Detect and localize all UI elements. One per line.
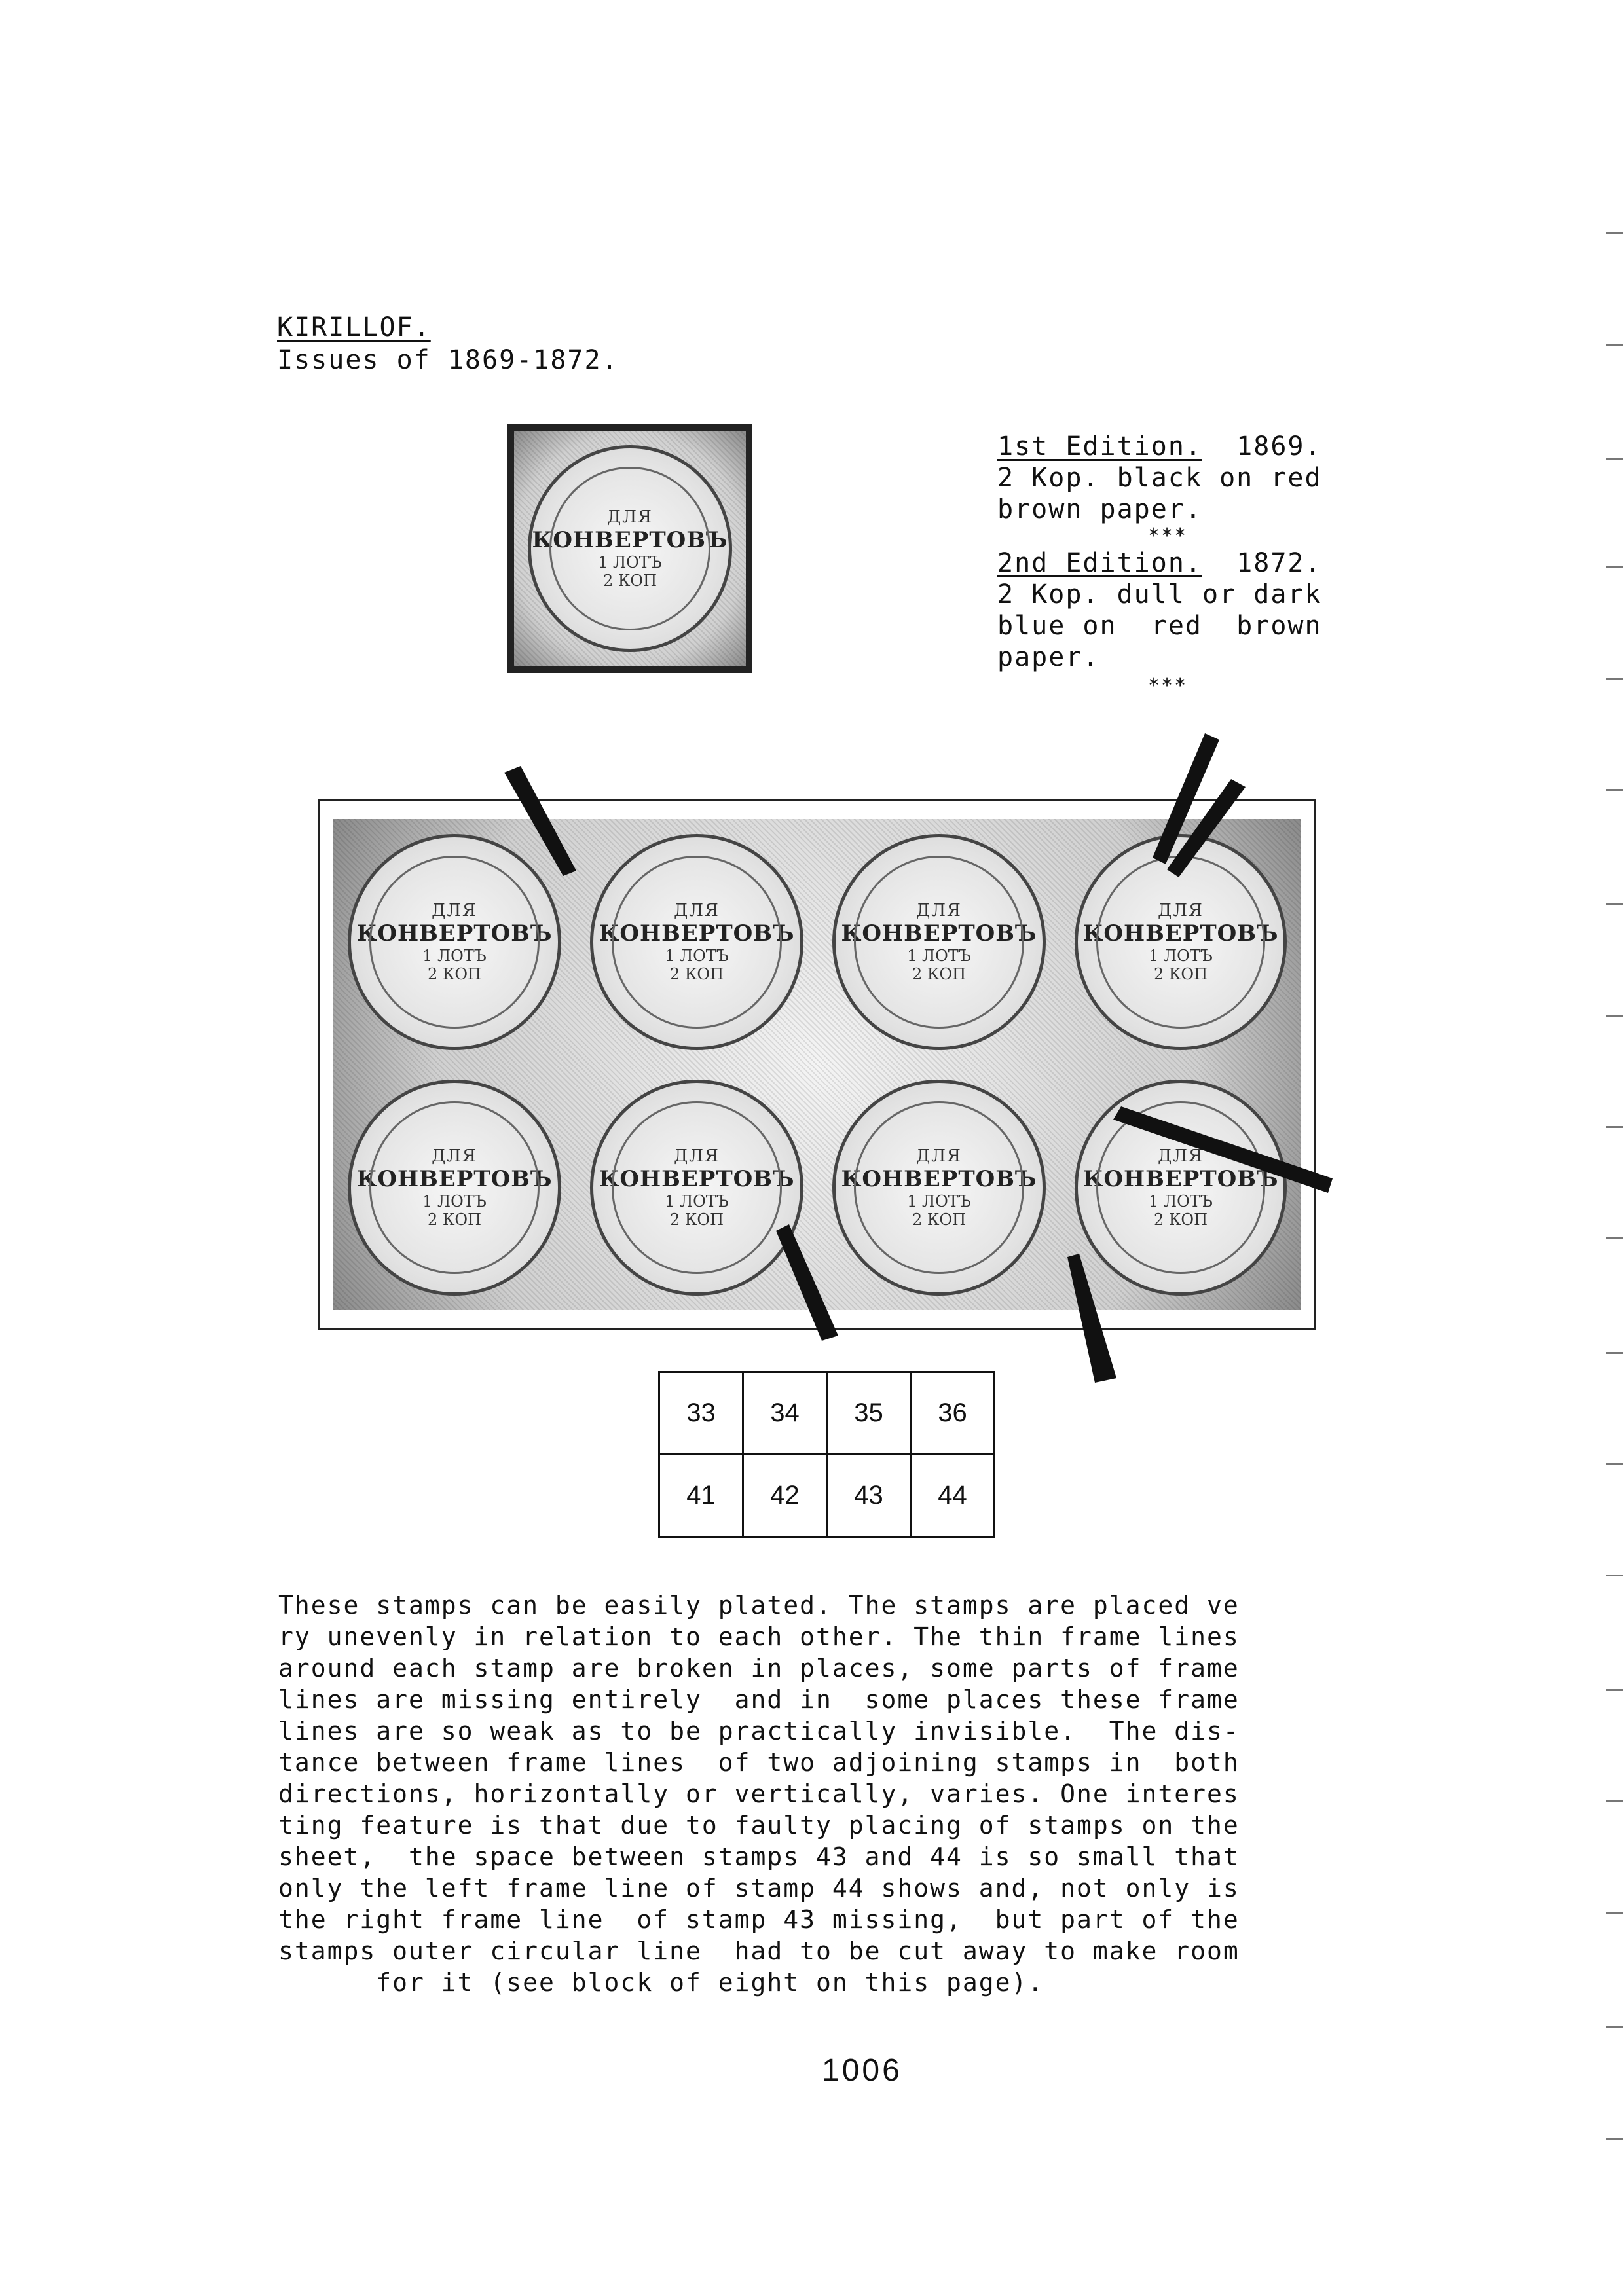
body-line: around each stamp are broken in places, some parts of frame xyxy=(278,1654,1240,1683)
first-edition-heading: 1st Edition. xyxy=(997,431,1202,462)
arrow-right xyxy=(1113,1106,1333,1193)
stamp-value-line-2: 2 КОП xyxy=(1153,964,1208,983)
stamp-main-text: КОНВЕРТОВЪ xyxy=(599,920,795,947)
scan-mark xyxy=(1606,678,1623,680)
second-edition-line-2: blue on red brown xyxy=(997,611,1322,641)
scan-mark xyxy=(1606,1352,1623,1354)
scan-mark xyxy=(1606,566,1623,568)
grid-cell: 43 xyxy=(827,1455,911,1537)
body-line: These stamps can be easily plated. The stamps are placed ve xyxy=(278,1591,1240,1620)
body-line: directions, horizontally or vertically, varies. One interes xyxy=(278,1779,1240,1808)
scan-mark xyxy=(1606,232,1623,234)
stamp-top-text: ДЛЯ xyxy=(607,507,653,527)
stamp-main-text: КОНВЕРТОВЪ xyxy=(599,1165,795,1192)
body-line: the right frame line of stamp 43 missing, but part of the xyxy=(278,1905,1240,1934)
stamp-top-text: ДЛЯ xyxy=(916,1146,962,1166)
stamp-top-text: ДЛЯ xyxy=(674,1146,720,1166)
second-edition-line-3: paper. xyxy=(997,642,1100,672)
separator-1: *** xyxy=(1148,524,1188,547)
first-edition-year: 1869. xyxy=(1236,431,1322,462)
scan-mark xyxy=(1606,1689,1623,1691)
stamp-value-line-2: 2 КОП xyxy=(427,1210,482,1229)
scan-mark xyxy=(1606,2138,1623,2140)
body-line: stamps outer circular line had to be cut away to make room xyxy=(278,1937,1240,1965)
grid-cell: 36 xyxy=(911,1372,995,1455)
stamp-main-text: КОНВЕРТОВЪ xyxy=(1082,920,1279,947)
stamp-top-text: ДЛЯ xyxy=(916,900,962,920)
second-edition-line-1: 2 Kop. dull or dark xyxy=(997,579,1322,610)
separator-2: *** xyxy=(1148,674,1188,697)
stamp-value-line-2: 2 КОП xyxy=(602,571,657,590)
scan-mark xyxy=(1606,2026,1623,2028)
stamp-top-text: ДЛЯ xyxy=(1158,1146,1204,1166)
stamp-value-line-2: 2 КОП xyxy=(669,964,724,983)
scan-mark xyxy=(1606,789,1623,791)
plate-position-grid xyxy=(658,1371,995,1538)
scan-mark xyxy=(1606,344,1623,346)
scan-mark xyxy=(1606,1912,1623,1914)
grid-row xyxy=(659,1372,995,1455)
stamp-value-line-1: 1 ЛОТЪ xyxy=(598,553,662,572)
stamp-top-text: ДЛЯ xyxy=(1158,900,1204,920)
arrow-top-left xyxy=(504,766,576,876)
scan-mark xyxy=(1606,903,1623,905)
body-paragraph xyxy=(278,1590,1240,1998)
page-number: 1006 xyxy=(822,2053,902,2088)
body-line: sheet, the space between stamps 43 and 44 is so small that xyxy=(278,1842,1240,1871)
grid-row xyxy=(659,1455,995,1537)
body-line: ting feature is that due to faulty placing of stamps on the xyxy=(278,1811,1240,1840)
grid-cell: 42 xyxy=(743,1455,827,1537)
stamp-top-text: ДЛЯ xyxy=(432,1146,477,1166)
stamp-value-line-2: 2 КОП xyxy=(912,1210,967,1229)
grid-cell: 41 xyxy=(659,1455,743,1537)
scan-mark xyxy=(1606,1237,1623,1239)
stamp-main-text: КОНВЕРТОВЪ xyxy=(356,1165,553,1192)
stamp-value-line-2: 2 КОП xyxy=(1153,1210,1208,1229)
stamp-value-line-2: 2 КОП xyxy=(427,964,482,983)
stamp-value-line-1: 1 ЛОТЪ xyxy=(665,946,729,965)
scan-mark xyxy=(1606,1575,1623,1576)
stamp-value-line-2: 2 КОП xyxy=(669,1210,724,1229)
stamp-main-text: КОНВЕРТОВЪ xyxy=(532,526,728,553)
stamp-value-line-1: 1 ЛОТЪ xyxy=(1149,946,1213,965)
arrow-bottom-center xyxy=(776,1224,838,1341)
grid-cell: 35 xyxy=(827,1372,911,1455)
stamp-main-text: КОНВЕРТОВЪ xyxy=(841,920,1037,947)
scan-mark xyxy=(1606,1015,1623,1017)
scan-mark xyxy=(1606,1126,1623,1128)
first-edition-line-2: brown paper. xyxy=(997,494,1202,524)
grid-cell: 34 xyxy=(743,1372,827,1455)
section-title: KIRILLOF. xyxy=(277,312,431,342)
stamp-main-text: КОНВЕРТОВЪ xyxy=(356,920,553,947)
stamp-top-text: ДЛЯ xyxy=(674,900,720,920)
body-line: for it (see block of eight on this page). xyxy=(278,1968,1044,1997)
scan-mark xyxy=(1606,458,1623,460)
stamp-value-line-1: 1 ЛОТЪ xyxy=(422,1192,487,1211)
grid-cell: 44 xyxy=(911,1455,995,1537)
scan-mark xyxy=(1606,1463,1623,1465)
stamp-value-line-1: 1 ЛОТЪ xyxy=(422,946,487,965)
second-edition-heading: 2nd Edition. xyxy=(997,548,1202,578)
stamp-main-text: КОНВЕРТОВЪ xyxy=(1082,1165,1279,1192)
stamp-value-line-1: 1 ЛОТЪ xyxy=(907,1192,971,1211)
section-subtitle: Issues of 1869-1872. xyxy=(277,345,619,375)
stamp-value-line-1: 1 ЛОТЪ xyxy=(665,1192,729,1211)
stamp-value-line-1: 1 ЛОТЪ xyxy=(1149,1192,1213,1211)
scan-mark xyxy=(1606,1800,1623,1802)
body-line: tance between frame lines of two adjoining stamps in both xyxy=(278,1748,1240,1777)
stamp-main-text: КОНВЕРТОВЪ xyxy=(841,1165,1037,1192)
second-edition-year: 1872. xyxy=(1236,548,1322,578)
first-edition-line-1: 2 Kop. black on red xyxy=(997,463,1322,493)
grid-cell: 33 xyxy=(659,1372,743,1455)
body-line: lines are missing entirely and in some places these frame xyxy=(278,1685,1240,1714)
stamp-value-line-2: 2 КОП xyxy=(912,964,967,983)
stamp-value-line-1: 1 ЛОТЪ xyxy=(907,946,971,965)
stamp-top-text: ДЛЯ xyxy=(432,900,477,920)
body-line: ry unevenly in relation to each other. The thin frame lines xyxy=(278,1622,1240,1651)
arrow-bottom-right xyxy=(1067,1254,1116,1383)
body-line: lines are so weak as to be practically invisible. The dis- xyxy=(278,1717,1240,1745)
body-line: only the left frame line of stamp 44 shows and, not only is xyxy=(278,1874,1240,1903)
